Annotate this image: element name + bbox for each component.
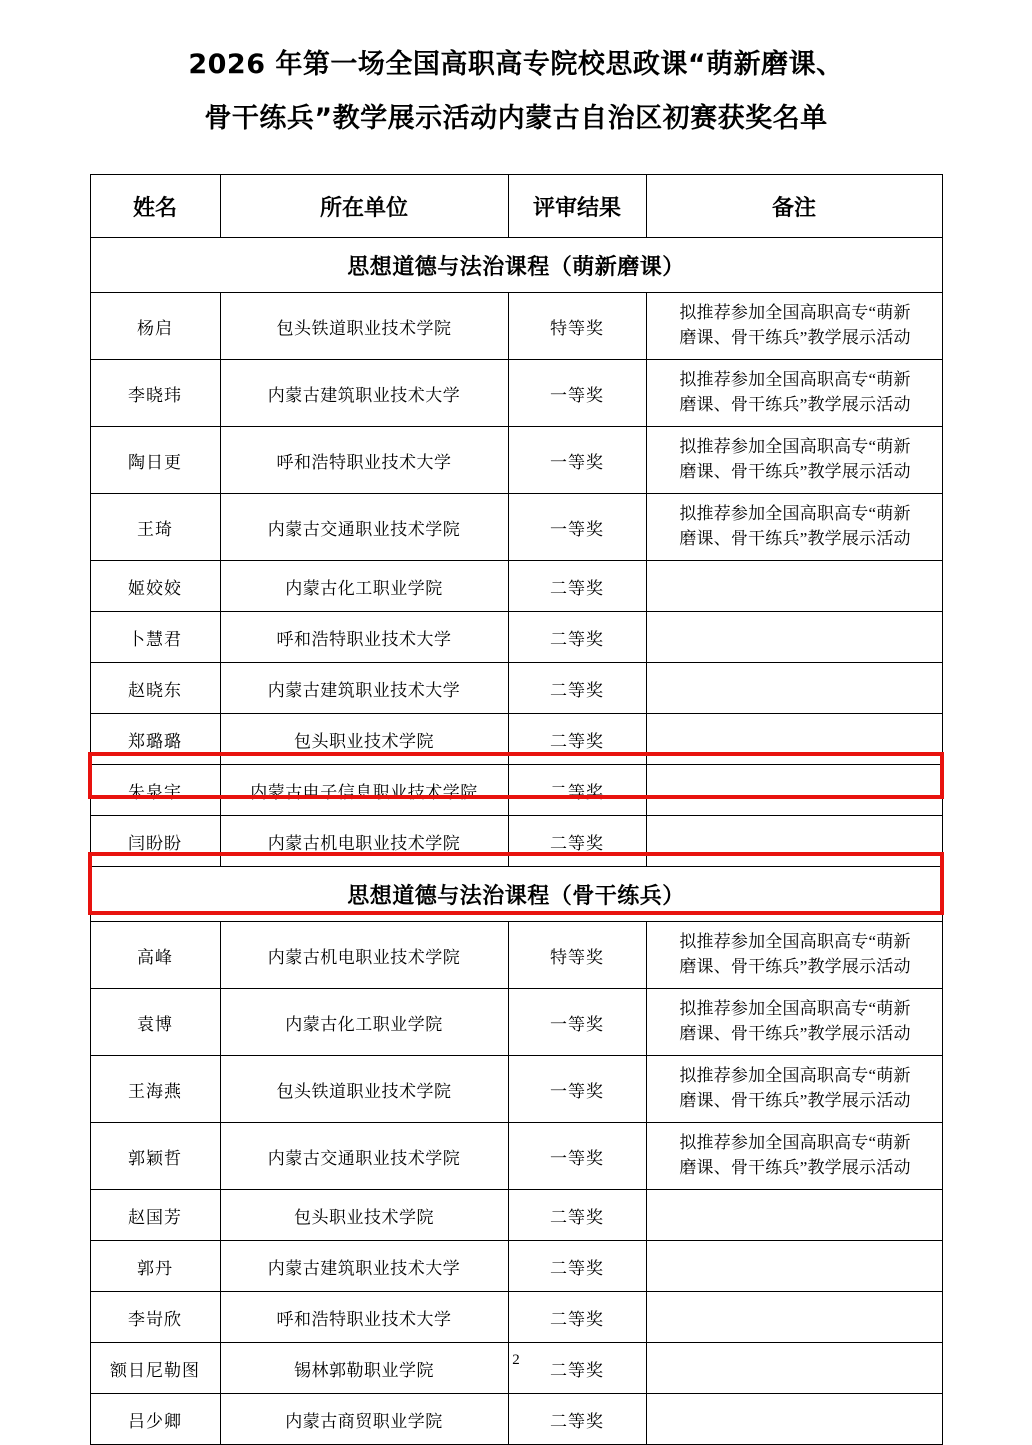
- cell-note-line-1: 拟推荐参加全国高职高专“萌新: [679, 1066, 911, 1086]
- cell-note-line-1: 拟推荐参加全国高职高专“萌新: [679, 932, 911, 952]
- cell-note: [646, 1241, 942, 1292]
- cell-name: 吕少卿: [90, 1394, 220, 1445]
- cell-result: 二等奖: [508, 561, 646, 612]
- cell-result: 二等奖: [508, 612, 646, 663]
- cell-result: 二等奖: [508, 1190, 646, 1241]
- table-row: [90, 1241, 942, 1292]
- cell-note-line-1: 拟推荐参加全国高职高专“萌新: [679, 504, 911, 524]
- cell-note: [646, 765, 942, 816]
- cell-unit: 内蒙古化工职业学院: [220, 989, 508, 1056]
- cell-name: 赵国芳: [90, 1190, 220, 1241]
- cell-result: 二等奖: [508, 816, 646, 867]
- cell-unit: 包头铁道职业技术学院: [220, 293, 508, 360]
- page-title: [0, 0, 1032, 146]
- award-table: [90, 174, 943, 1445]
- cell-note: [646, 1123, 942, 1190]
- table-row: [90, 1190, 942, 1241]
- table-row: [90, 714, 942, 765]
- cell-note: [646, 816, 942, 867]
- cell-note: [646, 1292, 942, 1343]
- cell-unit: 内蒙古交通职业技术学院: [220, 1123, 508, 1190]
- table-row: [90, 1394, 942, 1445]
- cell-name: 陶日更: [90, 427, 220, 494]
- cell-note-line-2: 磨课、骨干练兵”教学展示活动: [679, 328, 911, 347]
- cell-name: 王琦: [90, 494, 220, 561]
- cell-name: 姬姣姣: [90, 561, 220, 612]
- cell-name: 闫盼盼: [90, 816, 220, 867]
- column-header-name: 姓名: [90, 175, 220, 238]
- cell-name: 额日尼勒图: [90, 1343, 220, 1394]
- cell-note: [646, 663, 942, 714]
- table-row-highlighted: [90, 816, 942, 867]
- page-title-line-1: 2026 年第一场全国高职高专院校思政课“萌新磨课、: [188, 49, 844, 80]
- table-row: [90, 765, 942, 816]
- section-header-row: [90, 867, 942, 922]
- cell-unit: 包头职业技术学院: [220, 1190, 508, 1241]
- cell-unit: 内蒙古建筑职业技术大学: [220, 1241, 508, 1292]
- cell-note-line-2: 磨课、骨干练兵”教学展示活动: [679, 529, 911, 548]
- cell-note-line-1: 拟推荐参加全国高职高专“萌新: [679, 370, 911, 390]
- cell-result: 一等奖: [508, 360, 646, 427]
- cell-note-line-2: 磨课、骨干练兵”教学展示活动: [679, 1158, 911, 1177]
- cell-note-line-1: 拟推荐参加全国高职高专“萌新: [679, 303, 911, 323]
- cell-note: [646, 714, 942, 765]
- cell-result: 二等奖: [508, 1292, 646, 1343]
- cell-result: 二等奖: [508, 663, 646, 714]
- cell-name: 卜慧君: [90, 612, 220, 663]
- cell-result: 二等奖: [508, 714, 646, 765]
- cell-result: 一等奖: [508, 427, 646, 494]
- table-row: [90, 360, 942, 427]
- section-title: 思想道德与法治课程（萌新磨课）: [90, 238, 942, 293]
- cell-note: [646, 922, 942, 989]
- cell-note: [646, 293, 942, 360]
- section-title: 思想道德与法治课程（骨干练兵）: [90, 867, 942, 922]
- cell-name: 李岢欣: [90, 1292, 220, 1343]
- cell-name: 李晓玮: [90, 360, 220, 427]
- cell-unit: 呼和浩特职业技术大学: [220, 612, 508, 663]
- cell-unit: 内蒙古机电职业技术学院: [220, 816, 508, 867]
- cell-unit: 内蒙古化工职业学院: [220, 561, 508, 612]
- cell-note-line-2: 磨课、骨干练兵”教学展示活动: [679, 1091, 911, 1110]
- cell-name: 郭丹: [90, 1241, 220, 1292]
- cell-note: [646, 1394, 942, 1445]
- cell-name: 杨启: [90, 293, 220, 360]
- cell-name: 郭颖哲: [90, 1123, 220, 1190]
- cell-unit: 内蒙古电子信息职业技术学院: [220, 765, 508, 816]
- cell-note: [646, 360, 942, 427]
- cell-result: 二等奖: [508, 1394, 646, 1445]
- cell-note: [646, 561, 942, 612]
- cell-result: 一等奖: [508, 494, 646, 561]
- cell-result: 二等奖: [508, 1241, 646, 1292]
- table-row: [90, 561, 942, 612]
- cell-note: [646, 494, 942, 561]
- cell-note-line-2: 磨课、骨干练兵”教学展示活动: [679, 957, 911, 976]
- table-row: [90, 612, 942, 663]
- page-title-line-2: 骨干练兵”教学展示活动内蒙古自治区初赛获奖名单: [204, 103, 828, 134]
- table-row: [90, 1056, 942, 1123]
- table-row: [90, 1292, 942, 1343]
- cell-unit: 呼和浩特职业技术大学: [220, 1292, 508, 1343]
- cell-name: 袁博: [90, 989, 220, 1056]
- cell-unit: 内蒙古机电职业技术学院: [220, 922, 508, 989]
- cell-note-line-1: 拟推荐参加全国高职高专“萌新: [679, 437, 911, 457]
- cell-note: [646, 612, 942, 663]
- cell-note: [646, 1056, 942, 1123]
- table-row: [90, 989, 942, 1056]
- cell-name: 王海燕: [90, 1056, 220, 1123]
- cell-note: [646, 427, 942, 494]
- cell-result: 一等奖: [508, 1056, 646, 1123]
- table-row: [90, 427, 942, 494]
- cell-unit: 内蒙古商贸职业学院: [220, 1394, 508, 1445]
- cell-result: 二等奖: [508, 1343, 646, 1394]
- column-header-result: 评审结果: [508, 175, 646, 238]
- table-row: [90, 663, 942, 714]
- cell-note: [646, 989, 942, 1056]
- page-number: 2: [512, 1352, 520, 1368]
- cell-note: [646, 1190, 942, 1241]
- table-row-highlighted: [90, 922, 942, 989]
- cell-unit: 内蒙古建筑职业技术大学: [220, 360, 508, 427]
- cell-unit: 包头铁道职业技术学院: [220, 1056, 508, 1123]
- cell-result: 二等奖: [508, 765, 646, 816]
- table-row: [90, 494, 942, 561]
- column-header-unit: 所在单位: [220, 175, 508, 238]
- cell-result: 一等奖: [508, 1123, 646, 1190]
- cell-unit: 内蒙古交通职业技术学院: [220, 494, 508, 561]
- cell-name: 郑璐璐: [90, 714, 220, 765]
- column-header-note: 备注: [646, 175, 942, 238]
- cell-name: 朱泉宇: [90, 765, 220, 816]
- section-header-row: [90, 238, 942, 293]
- cell-unit: 包头职业技术学院: [220, 714, 508, 765]
- cell-note-line-2: 磨课、骨干练兵”教学展示活动: [679, 395, 911, 414]
- cell-note-line-1: 拟推荐参加全国高职高专“萌新: [679, 999, 911, 1019]
- cell-unit: 锡林郭勒职业学院: [220, 1343, 508, 1394]
- table-row: [90, 293, 942, 360]
- table-header-row: [90, 175, 942, 238]
- cell-result: 特等奖: [508, 293, 646, 360]
- cell-name: 赵晓东: [90, 663, 220, 714]
- cell-unit: 呼和浩特职业技术大学: [220, 427, 508, 494]
- cell-unit: 内蒙古建筑职业技术大学: [220, 663, 508, 714]
- table-row: [90, 1123, 942, 1190]
- cell-result: 特等奖: [508, 922, 646, 989]
- cell-note-line-2: 磨课、骨干练兵”教学展示活动: [679, 1024, 911, 1043]
- cell-name: 高峰: [90, 922, 220, 989]
- cell-result: 一等奖: [508, 989, 646, 1056]
- cell-note-line-1: 拟推荐参加全国高职高专“萌新: [679, 1133, 911, 1153]
- cell-note-line-2: 磨课、骨干练兵”教学展示活动: [679, 462, 911, 481]
